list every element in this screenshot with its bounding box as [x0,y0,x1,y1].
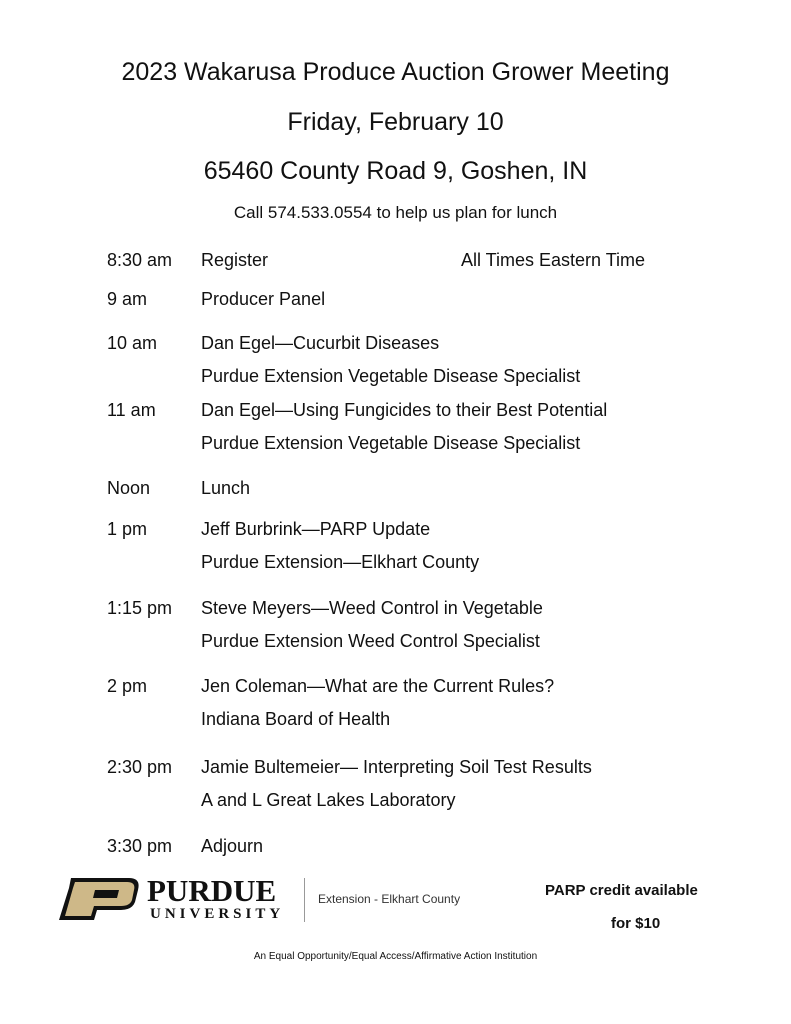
university-wordmark: UNIVERSITY [150,906,285,922]
schedule-affiliation: Purdue Extension Vegetable Disease Specialist [201,433,581,453]
schedule-topic: Producer Panel [201,289,326,309]
schedule-affiliation: Purdue Extension Vegetable Disease Specialist [201,366,581,386]
schedule-time: 11 am [107,400,156,420]
logo-divider [304,878,305,922]
schedule-time: 10 am [107,333,158,353]
meeting-date: Friday, February 10 [287,108,504,136]
timezone-note: All Times Eastern Time [461,250,646,270]
schedule-topic: Jamie Bultemeier— Interpreting Soil Test Results [201,757,592,777]
schedule-affiliation: A and L Great Lakes Laboratory [201,790,456,810]
schedule-topic: Jen Coleman—What are the Current Rules? [201,676,555,696]
schedule-time: 9 am [107,289,148,309]
schedule-topic: Jeff Burbrink—PARP Update [201,519,431,539]
schedule-affiliation: Indiana Board of Health [201,709,391,729]
equal-opportunity-footer: An Equal Opportunity/Equal Access/Affirmative Action Institution [253,951,538,962]
schedule-affiliation: Purdue Extension Weed Control Specialist [201,631,540,651]
schedule-topic: Steve Meyers—Weed Control in Vegetable [201,598,543,618]
purdue-wordmark: PURDUE [147,873,277,908]
schedule-time: 8:30 am [107,250,173,270]
schedule-time: 1 pm [107,519,148,539]
schedule-time: 1:15 pm [107,598,173,618]
meeting-title: 2023 Wakarusa Produce Auction Grower Meeting [121,58,670,86]
schedule-time: Noon [107,478,151,498]
parp-price: for $10 [611,915,661,932]
parp-credit: PARP credit available [545,882,698,899]
schedule-topic: Dan Egel—Using Fungicides to their Best Potential [201,400,608,420]
schedule-topic: Lunch [201,478,251,498]
purdue-p-logo-icon [57,876,141,922]
schedule-topic: Adjourn [201,836,264,856]
schedule-time: 2 pm [107,676,148,696]
schedule-topic: Register [201,250,269,270]
extension-unit: Extension - Elkhart County [318,892,461,906]
schedule-affiliation: Purdue Extension—Elkhart County [201,552,480,572]
lunch-call-note: Call 574.533.0554 to help us plan for lunch [233,203,558,222]
schedule-topic: Dan Egel—Cucurbit Diseases [201,333,440,353]
schedule-time: 2:30 pm [107,757,173,777]
schedule-time: 3:30 pm [107,836,173,856]
meeting-address: 65460 County Road 9, Goshen, IN [203,157,588,185]
